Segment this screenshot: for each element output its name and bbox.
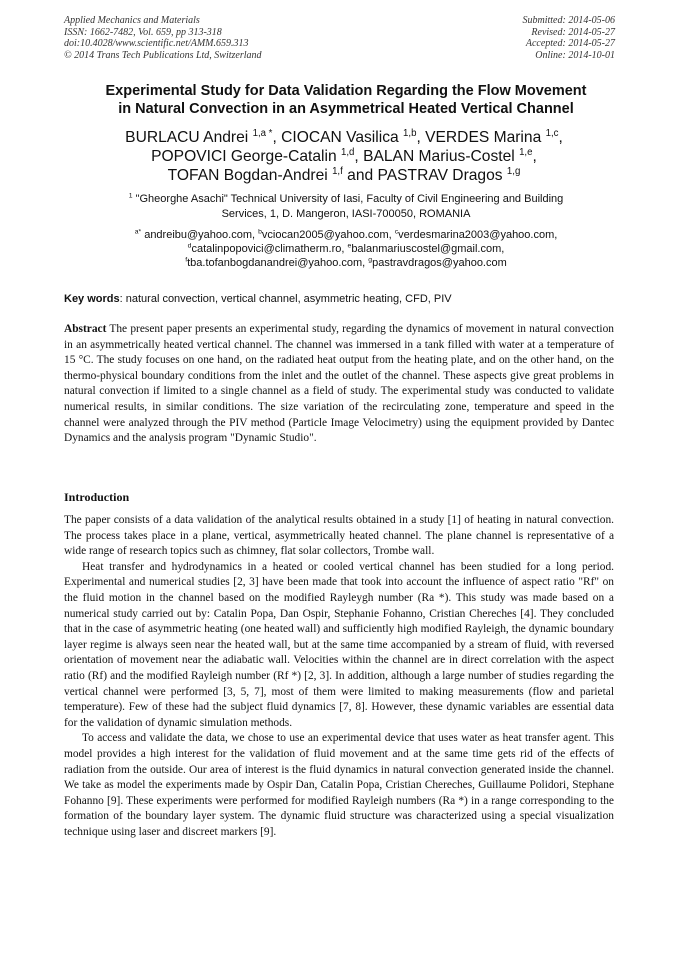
author-affil-mark: 1,c xyxy=(545,127,559,139)
author-name: POPOVICI George-Catalin xyxy=(151,148,341,165)
email-mark: d xyxy=(187,242,192,250)
paper-title xyxy=(66,82,626,118)
email-list xyxy=(66,228,626,271)
author-affil-mark: 1,d xyxy=(340,146,355,158)
author-separator: , xyxy=(558,129,563,146)
email-mark: a* xyxy=(134,228,142,236)
journal-doi: doi:10.4028/www.scientific.net/AMM.659.313 xyxy=(64,38,249,50)
author-name: TOFAN Bogdan-Andrei xyxy=(167,167,333,184)
keywords-label: Key words xyxy=(64,293,120,305)
email-address[interactable]: verdesmarina2003@yahoo.com, xyxy=(398,229,558,241)
affiliation-line-1 xyxy=(66,192,626,207)
email-mark: e xyxy=(347,242,352,250)
journal-copyright: © 2014 Trans Tech Publications Ltd, Switzerland xyxy=(64,49,262,61)
affiliation-mark: 1 xyxy=(128,192,133,200)
date-accepted: Accepted: 2014-05-27 xyxy=(525,38,615,50)
author-name: and PASTRAV Dragos xyxy=(342,167,507,184)
publication-dates xyxy=(523,15,616,61)
email-address[interactable]: balanmariuscostel@gmail.com, xyxy=(351,243,505,256)
abstract-text: The present paper presents an experimental study, regarding the dynamics of movement in natural convection in an asymmetrically heated vertical channel. The channel was immersed in a tank filled with water at a temperature of 15 °C. The study focuses on one hand, on the radiated heat output from the heating plate, and on the other hand, on the thermo-physical boundary conditions from the inlet and the outlet of the channel. These aspects give great problems in natural convection if limited to a single channel as a field of study. The experimental study was conducted to validate numerical results, in similar conditions. The size variation of the recirculating zone, temperature and speed in the channel were analyzed through the PIV method (Particle Image Velocimetry) using the equipment provided by Dantec Dynamics and the analysis program "Dynamic Studio". xyxy=(64,323,614,445)
abstract xyxy=(64,322,614,447)
keywords xyxy=(64,293,614,305)
author-name: , BALAN Marius-Costel xyxy=(354,148,520,165)
author-name: , CIOCAN Vasilica xyxy=(272,129,404,146)
introduction-body xyxy=(64,513,614,840)
paragraph: To access and validate the data, we chose to use an experimental device that uses water as heat transfer agent. This model provides a high interest for the validation of fluid movement and at the same time gets rid of the effects of radiation from the outside. Our area of interest is the fluid dynamics in natural convection generated inside the channel. We take as model the experiments made by Ospir Dan, Catalin Popa, Cristian Chereches, Guillaume Polidori, Stephane Fohanno [9]. These experiments were performed for modified Rayleigh numbers (Ra *) in a range corresponding to the formation of the boundary layer system. The dynamic fluid structure was characterized using a special visualization technique using laser and discreet markers [9]. xyxy=(64,732,614,838)
date-online: Online: 2014-10-01 xyxy=(535,49,615,61)
email-line-1 xyxy=(66,228,626,242)
email-address[interactable]: andreibu@yahoo.com, xyxy=(141,229,259,241)
author-affil-mark: 1,g xyxy=(506,165,521,177)
author-affil-mark: 1,b xyxy=(403,127,417,139)
author-name: , VERDES Marina xyxy=(416,129,546,146)
journal-issn: ISSN: 1662-7482, Vol. 659, pp 313-318 xyxy=(64,26,222,38)
author-separator: , xyxy=(532,148,537,165)
email-address[interactable]: tba.tofanbogdanandrei@yahoo.com, xyxy=(187,257,369,270)
email-address[interactable]: catalinpopovici@climatherm.ro, xyxy=(191,243,348,256)
author-name: BURLACU Andrei xyxy=(125,129,253,146)
email-mark: g xyxy=(368,256,373,264)
email-line-2 xyxy=(66,242,626,256)
affiliation xyxy=(66,192,626,221)
author-affil-mark: 1,a * xyxy=(252,127,273,139)
email-address[interactable]: pastravdragos@yahoo.com xyxy=(372,257,507,270)
title-line-2: in Natural Convection in an Asymmetrical Heated Vertical Channel xyxy=(118,101,574,117)
email-line-3 xyxy=(66,256,626,270)
paragraph: The paper consists of a data validation of the analytical results obtained in a study [1] of heating in natural convection. The process takes place in a plane, vertical, asymmetrically heated channel. The plane channel is representative of a wide range of research topics such as chimney, flat solar collectors, Trombe wall. xyxy=(64,514,614,558)
author-line-2 xyxy=(64,147,624,166)
date-submitted: Submitted: 2014-05-06 xyxy=(522,15,615,26)
journal-name: Applied Mechanics and Materials xyxy=(64,15,200,26)
author-list xyxy=(64,128,624,185)
author-line-1 xyxy=(64,128,624,147)
keywords-text: : natural convection, vertical channel, asymmetric heating, CFD, PIV xyxy=(119,293,452,305)
date-revised: Revised: 2014-05-27 xyxy=(531,26,615,38)
email-mark: b xyxy=(258,228,262,236)
abstract-label: Abstract xyxy=(64,323,107,335)
author-affil-mark: 1,e xyxy=(519,146,533,158)
journal-info xyxy=(64,15,262,61)
email-mark: f xyxy=(185,256,188,264)
author-affil-mark: 1,f xyxy=(332,165,343,177)
affiliation-line-2: Services, 1, D. Mangeron, IASI-700050, ROMANIA xyxy=(221,207,471,220)
email-mark: c xyxy=(394,228,399,236)
paragraph: Heat transfer and hydrodynamics in a heated or cooled vertical channel has been studied for a long period. Experimental and numerical studies [2, 3] have been made that took into account the influence of aspect ratio "Rf" on the fluid motion in the channel based on the modified Rayleygh number (Ra *). This study was made based on a numerical study carried out by: Catalin Popa, Dan Ospir, Stephanie Fohanno, Cristian Chereches [4]. They concluded that in the case of asymmetric heating (one heated wall) and sufficiently high modified Rayleigh, the dynamic boundary layer regime is always seen near the heated wall, but at the same time accompanied by a stream of fluid, with reversed orientation of movement near the adiabatic wall. Velocities within the channel are in direct correlation with the aspect ratio (Rf) and the modified Rayleigh number (Rf *) [2, 3]. In addition, although a large number of studies regarding the vertical channel were performed [3, 5, 7], most of them were limited to making measurements (flow and parietal temperature). Few of these had the subject fluid dynamics [7, 8]. However, these dynamic variables are essential data for the validation of dynamic simulation methods. xyxy=(64,560,614,729)
affiliation-text: "Gheorghe Asachi" Technical University of Iasi, Faculty of Civil Engineering and Building xyxy=(132,193,564,205)
email-address[interactable]: vciocan2005@yahoo.com, xyxy=(261,229,395,241)
section-heading-introduction: Introduction xyxy=(64,490,130,504)
title-line-1: Experimental Study for Data Validation Regarding the Flow Movement xyxy=(105,83,587,99)
author-line-3 xyxy=(64,166,624,185)
